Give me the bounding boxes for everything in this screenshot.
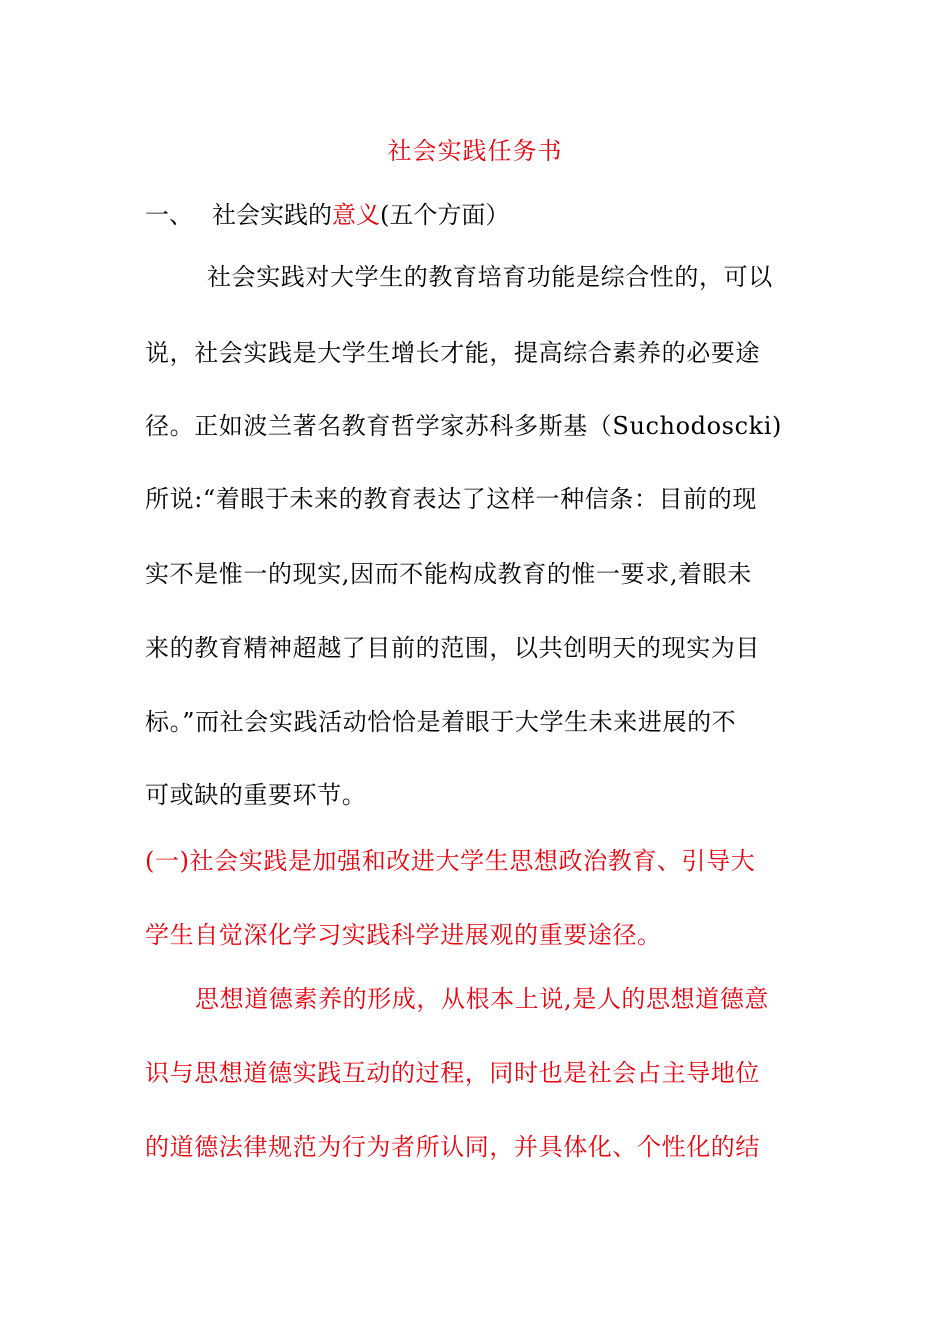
paragraph1-line: 标。”而社会实践活动恰恰是着眼于大学生未来进展的不 bbox=[145, 708, 737, 736]
section-heading-part1: 社会实践的 bbox=[212, 201, 332, 229]
paragraph1-line: 来的教育精神超越了目前的范围，以共创明天的现实为目 bbox=[145, 634, 760, 662]
paragraph1-line: 可或缺的重要环节。 bbox=[145, 781, 367, 809]
paragraph1-line: 说，社会实践是大学生增长才能，提高综合素养的必要途 bbox=[145, 339, 760, 367]
section-heading-highlight: 意义 bbox=[332, 201, 380, 229]
document-title: 社会实践任务书 bbox=[387, 137, 563, 165]
section-number: 一、 bbox=[145, 201, 193, 229]
section-heading bbox=[212, 200, 509, 230]
paragraph2-line: 识与思想道德实践互动的过程，同时也是社会占主导地位 bbox=[145, 1059, 760, 1087]
subsection1-line: 学生自觉深化学习实践科学进展观的重要途径。 bbox=[145, 921, 662, 949]
section-heading-part2: (五个方面） bbox=[380, 201, 510, 229]
paragraph1-line: 径。正如波兰著名教育哲学家苏科多斯基（Suchodoscki) bbox=[145, 412, 782, 440]
paragraph2-line: 思想道德素养的形成，从根本上说,是人的思想道德意 bbox=[195, 985, 770, 1013]
paragraph1-line: 实不是惟一的现实,因而不能构成教育的惟一要求,着眼未 bbox=[145, 560, 752, 588]
paragraph1-line: 社会实践对大学生的教育培育功能是综合性的，可以 bbox=[207, 263, 773, 291]
subsection1-line: (一)社会实践是加强和改进大学生思想政治教育、引导大 bbox=[145, 847, 756, 875]
paragraph1-line: 所说:“着眼于未来的教育表达了这样一种信条：目前的现 bbox=[145, 485, 757, 513]
paragraph2-line: 的道德法律规范为行为者所认同，并具体化、个性化的结 bbox=[145, 1133, 760, 1161]
